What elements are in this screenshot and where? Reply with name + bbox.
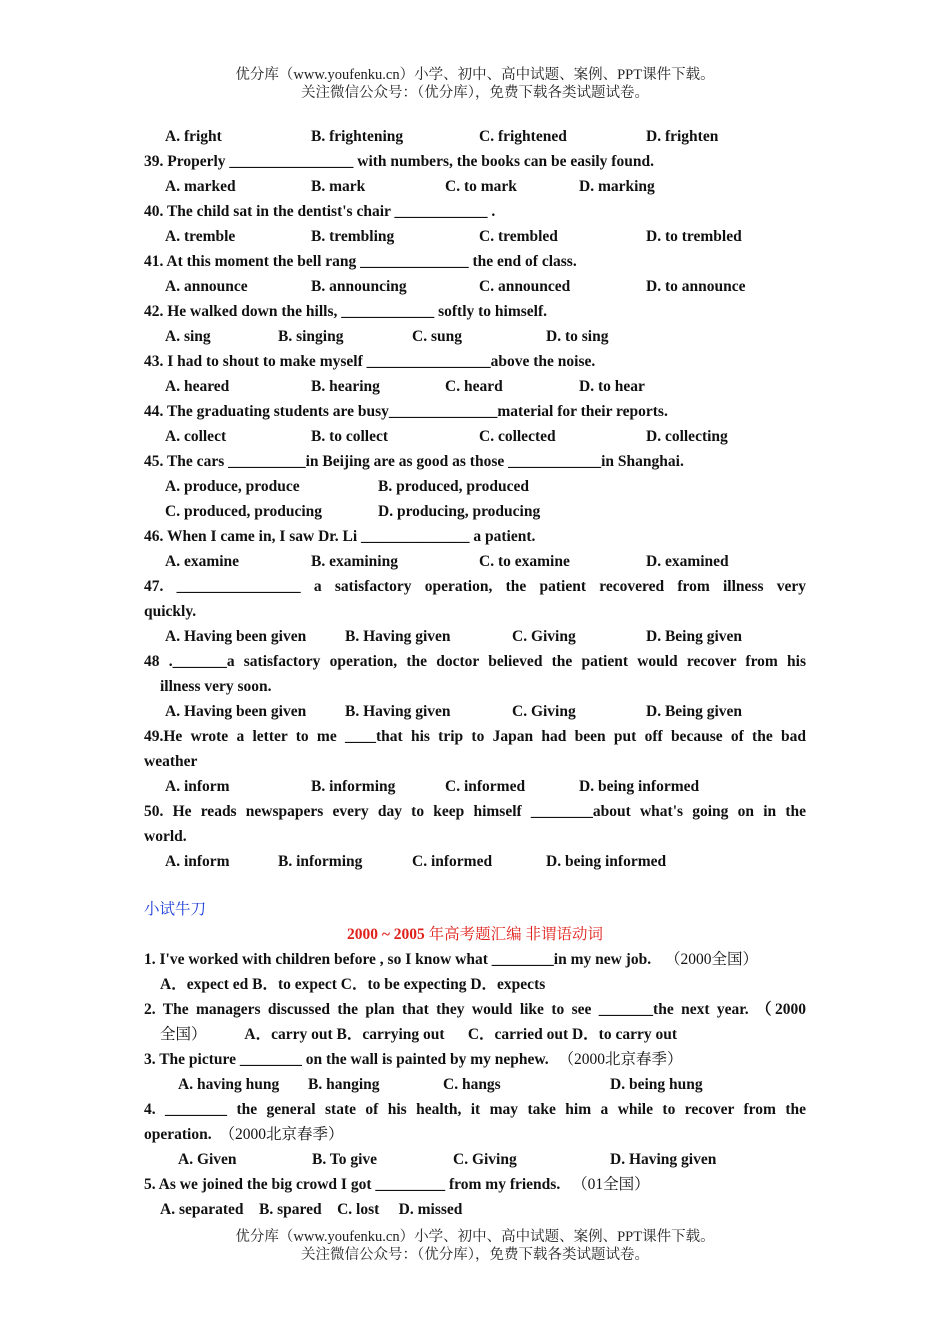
exam-q2-stem: 2. The managers discussed the plan that they would like to see _______the next year. （2000 — [144, 1001, 806, 1018]
option-d: D. Being given — [646, 703, 743, 720]
option-b: B. announcing — [311, 278, 407, 295]
exam-q3-source: （2000北京春季） — [558, 1051, 683, 1068]
q45-stem: 45. The cars __________in Beijing are as good as those ____________in Shanghai. — [144, 453, 684, 470]
q43-stem: 43. I had to shout to make myself ________________above the noise. — [144, 353, 596, 370]
option-b: B. singing — [278, 328, 344, 345]
option-b: B. Having given — [345, 703, 451, 720]
q44-stem: 44. The graduating students are busy______________material for their reports. — [144, 403, 668, 420]
q42-stem: 42. He walked down the hills, ____________ softly to himself. — [144, 303, 548, 320]
option-a: A. produce, produce — [165, 478, 300, 495]
q41-stem: 41. At this moment the bell rang ______________ the end of class. — [144, 253, 577, 270]
q41-options — [144, 274, 806, 299]
option-d: D. frighten — [646, 128, 719, 145]
option-d: D. to trembled — [646, 228, 742, 245]
section-title — [144, 922, 806, 947]
header-line-2: 关注微信公众号：（优分库），免费下载各类试题试卷。 — [301, 85, 649, 101]
q50-stem-line2: world. — [144, 828, 187, 845]
option-d: D. to hear — [579, 378, 645, 395]
exam-q1-source: （2000全国） — [664, 951, 758, 968]
page-header — [0, 66, 950, 102]
option-c: C. Giving — [512, 703, 576, 720]
option-c: C. hangs — [443, 1076, 501, 1093]
q47-stem-line2: quickly. — [144, 603, 197, 620]
q50-stem-line1: 50. He reads newspapers every day to keep himself ________about what's going on in the — [144, 803, 806, 820]
q49-options — [144, 774, 806, 799]
option-c: C. informed — [445, 778, 526, 795]
q48-options — [144, 699, 806, 724]
option-b: B. informing — [311, 778, 396, 795]
option-a: A. fright — [165, 128, 222, 145]
exam-q5-stem — [144, 1172, 806, 1197]
option-c: C. frightened — [479, 128, 567, 145]
q39-stem: 39. Properly ________________ with numbers, the books can be easily found. — [144, 153, 654, 170]
option-c: C. sung — [412, 328, 462, 345]
option-a: A. Given — [178, 1151, 237, 1168]
option-d: D. to announce — [646, 278, 746, 295]
exam-q5-text: 5. As we joined the big crowd I got _________ from my friends. — [144, 1176, 561, 1193]
q45-options-row2 — [144, 499, 806, 524]
option-b: B. Having given — [345, 628, 451, 645]
option-c: C. produced, producing — [165, 503, 323, 520]
option-a: A. announce — [165, 278, 248, 295]
option-c: C. collected — [479, 428, 556, 445]
option-a: A. marked — [165, 178, 236, 195]
option-c: C. heard — [445, 378, 503, 395]
q48-stem-line2: illness very soon. — [160, 678, 272, 695]
option-a: A. collect — [165, 428, 227, 445]
option-d: D. collecting — [646, 428, 728, 445]
option-d: D. to sing — [546, 328, 609, 345]
option-a: A. sing — [165, 328, 211, 345]
q46-stem: 46. When I came in, I saw Dr. Li ______________ a patient. — [144, 528, 536, 545]
option-b: B. To give — [312, 1151, 378, 1168]
option-c: C. announced — [479, 278, 571, 295]
option-b: B. examining — [311, 553, 398, 570]
option-c: C. Giving — [512, 628, 576, 645]
exam-q5-source: （01全国） — [572, 1176, 650, 1193]
option-b: B. frightening — [311, 128, 404, 145]
exam-q4-line2 — [144, 1122, 806, 1147]
exam-q1-stem — [144, 947, 806, 972]
option-b: B. to collect — [311, 428, 389, 445]
q40-stem: 40. The child sat in the dentist's chair ____________ . — [144, 203, 496, 220]
option-a: A. inform — [165, 853, 230, 870]
q49-stem-line2: weather — [144, 753, 198, 770]
option-c: C. informed — [412, 853, 493, 870]
q44-options — [144, 424, 806, 449]
option-b: B. mark — [311, 178, 366, 195]
option-d: D. examined — [646, 553, 729, 570]
exam-q4-options — [144, 1147, 806, 1172]
option-a: A. Having been given — [165, 628, 307, 645]
option-c: C. to mark — [445, 178, 517, 195]
exam-q1-options: A．expect ed B．to expect C．to be expecting D．expects — [160, 976, 546, 993]
option-d: D. being informed — [546, 853, 667, 870]
option-a: A. tremble — [165, 228, 236, 245]
header-line-1: 优分库（www.youfenku.cn）小学、初中、高中试题、案例、PPT课件下载。 — [235, 67, 715, 83]
option-b: B. informing — [278, 853, 363, 870]
exam-q3-stem — [144, 1047, 806, 1072]
option-a: A. examine — [165, 553, 240, 570]
exam-q4-stem: 4. ________ the general state of his health, it may take him a while to recover from the — [144, 1101, 806, 1118]
q42-options — [144, 324, 806, 349]
option-b: B. hanging — [308, 1076, 380, 1093]
q48-stem-line1: 48 ._______a satisfactory operation, the doctor believed the patient would recover from his — [144, 653, 806, 670]
q50-options — [144, 849, 806, 874]
option-b: B. hearing — [311, 378, 380, 395]
option-c: C. to examine — [479, 553, 570, 570]
q40-options — [144, 224, 806, 249]
option-d: D. Being given — [646, 628, 743, 645]
q46-options — [144, 549, 806, 574]
option-d: D. marking — [579, 178, 655, 195]
q47-options — [144, 624, 806, 649]
section-title-cn: 年高考题汇编 非谓语动词 — [424, 926, 604, 943]
exam-q4-text: operation. — [144, 1126, 212, 1143]
option-d: D. producing, producing — [378, 503, 541, 520]
option-a: A. Having been given — [165, 703, 307, 720]
exam-q4-source: （2000北京春季） — [219, 1126, 344, 1143]
exam-q2-options: A．carry out B．carrying out C．carried out D．to carry out — [244, 1026, 678, 1043]
option-d: D. Having given — [610, 1151, 717, 1168]
q47-stem-line1: 47. ________________ a satisfactory operation, the patient recovered from illness very — [144, 578, 806, 595]
exam-q2-line2 — [144, 1022, 806, 1047]
option-a: A. having hung — [178, 1076, 280, 1093]
option-d: D. being informed — [579, 778, 700, 795]
option-c: C. Giving — [453, 1151, 517, 1168]
exam-q5-options: A. separated B. spared C. lost D. missed — [160, 1201, 463, 1218]
option-a: A. inform — [165, 778, 230, 795]
q49-stem-line1: 49.He wrote a letter to me ____that his trip to Japan had been put off because of the bad — [144, 728, 806, 745]
section-title-years: 2000 ~ 2005 — [346, 926, 425, 943]
page-footer — [0, 1228, 950, 1264]
q43-options — [144, 374, 806, 399]
footer-line-1: 优分库（www.youfenku.cn）小学、初中、高中试题、案例、PPT课件下载。 — [235, 1229, 715, 1245]
option-b: B. produced, produced — [378, 478, 530, 495]
q39-options — [144, 174, 806, 199]
exam-q3-text: 3. The picture ________ on the wall is painted by my nephew. — [144, 1051, 549, 1068]
q45-options-row1 — [144, 474, 806, 499]
exam-q1-text: 1. I've worked with children before , so I know what ________in my new job. — [144, 951, 652, 968]
option-d: D. being hung — [610, 1076, 703, 1093]
footer-line-2: 关注微信公众号：（优分库），免费下载各类试题试卷。 — [301, 1247, 649, 1263]
exam-q2-source: 全国） — [160, 1026, 207, 1043]
q38-options — [144, 124, 806, 149]
spacer — [144, 874, 806, 897]
exam-q3-options — [144, 1072, 806, 1097]
option-a: A. heared — [165, 378, 230, 395]
option-c: C. trembled — [479, 228, 558, 245]
document-body — [144, 124, 806, 1222]
section-label: 小试牛刀 — [144, 901, 207, 918]
option-b: B. trembling — [311, 228, 395, 245]
